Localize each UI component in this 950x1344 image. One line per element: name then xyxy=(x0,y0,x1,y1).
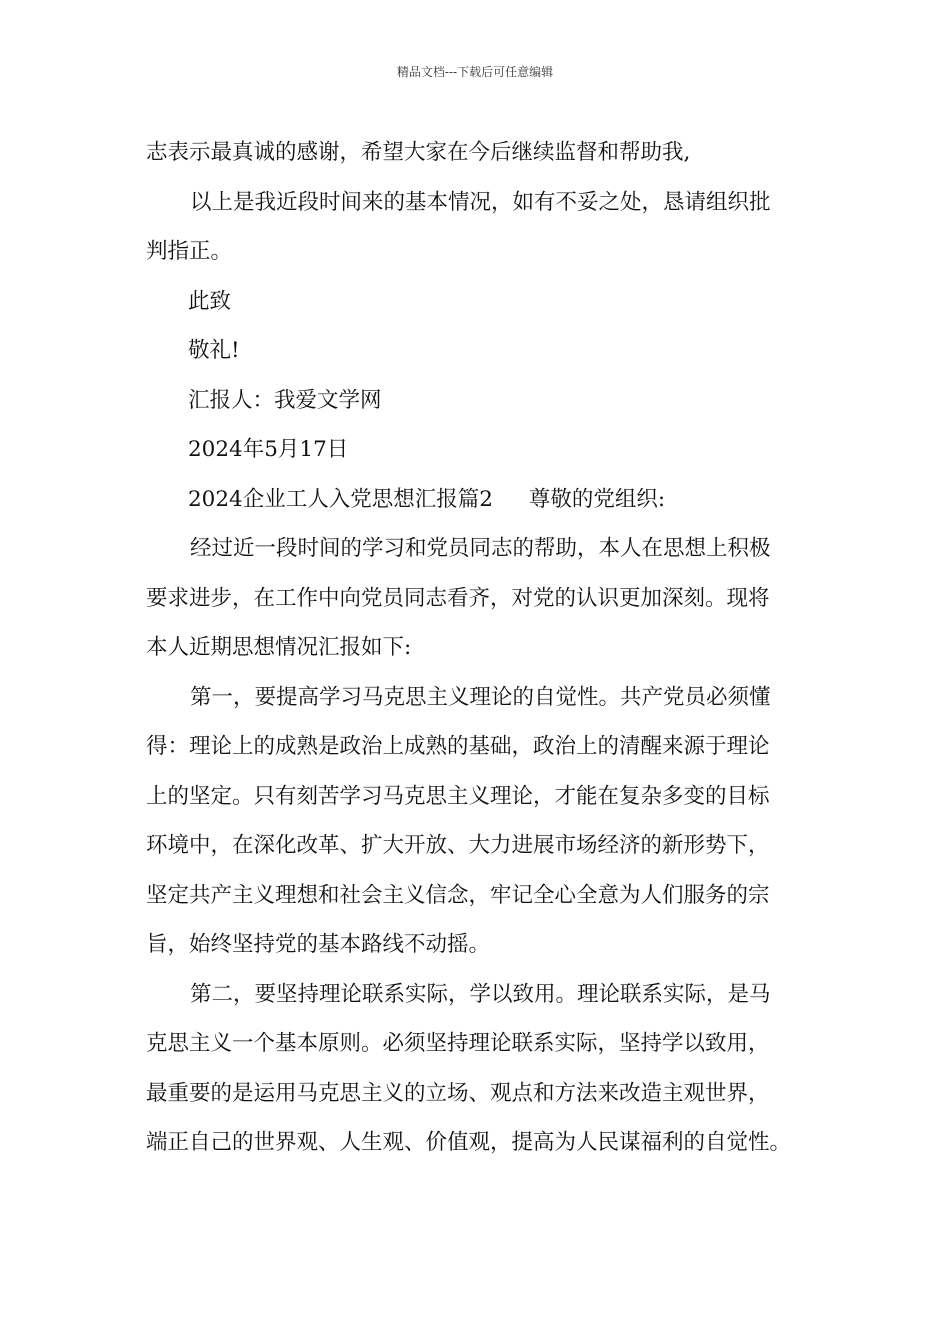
paragraph-line: 第一，要提高学习马克思主义理论的自觉性。共产党员必须懂 xyxy=(190,684,771,710)
paragraph-line: 端正自己的世界观、人生观、价值观，提高为人民谋福利的自觉性。 xyxy=(146,1130,792,1155)
reporter-signature: 汇报人：我爱文学网 xyxy=(188,387,382,413)
paragraph-line: 上的坚定。只有刻苦学习马克思主义理论，才能在复杂多变的目标 xyxy=(146,783,770,809)
paragraph-line: 得：理论上的成熟是政治上成熟的基础，政治上的清醒来源于理论 xyxy=(146,734,770,759)
paragraph-line: 判指正。 xyxy=(146,239,233,264)
page-header: 精品文档---下载后可任意编辑 xyxy=(396,65,554,79)
paragraph-line: 环境中，在深化改革、扩大开放、大力进展市场经济的新形势下， xyxy=(146,833,770,858)
paragraph-line: 旨，始终坚持党的基本路线不动摇。 xyxy=(146,932,491,957)
paragraph-line: 本人近期思想情况汇报如下: xyxy=(146,635,412,660)
paragraph-line: 最重要的是运用马克思主义的立场、观点和方法来改造主观世界， xyxy=(146,1080,770,1106)
paragraph-line: 克思主义一个基本原则。必须坚持理论联系实际，坚持学以致用， xyxy=(146,1031,770,1056)
paragraph-line: 经过近一段时间的学习和党员同志的帮助，本人在思想上积极 xyxy=(190,536,771,561)
paragraph-line: 以上是我近段时间来的基本情况，如有不妥之处，恳请组织批 xyxy=(190,189,771,215)
greeting: 尊敬的党组织: xyxy=(528,486,666,512)
document-body xyxy=(146,128,826,1168)
section-title: 2024企业工人入党思想汇报篇2 xyxy=(188,486,493,512)
closing-salutation: 此致 xyxy=(188,288,232,314)
closing-regards: 敬礼! xyxy=(188,338,240,363)
report-date: 2024年5月17日 xyxy=(188,437,349,462)
paragraph-line: 坚定共产主义理想和社会主义信念，牢记全心全意为人们服务的宗 xyxy=(146,882,770,908)
paragraph-line: 志表示最真诚的感谢，希望大家在今后继续监督和帮助我, xyxy=(146,140,691,165)
section-title-line xyxy=(146,475,826,525)
paragraph-line: 要求进步，在工作中向党员同志看齐，对党的认识更加深刻。现将 xyxy=(146,585,770,611)
paragraph-line: 第二，要坚持理论联系实际，学以致用。理论联系实际，是马 xyxy=(190,981,771,1007)
